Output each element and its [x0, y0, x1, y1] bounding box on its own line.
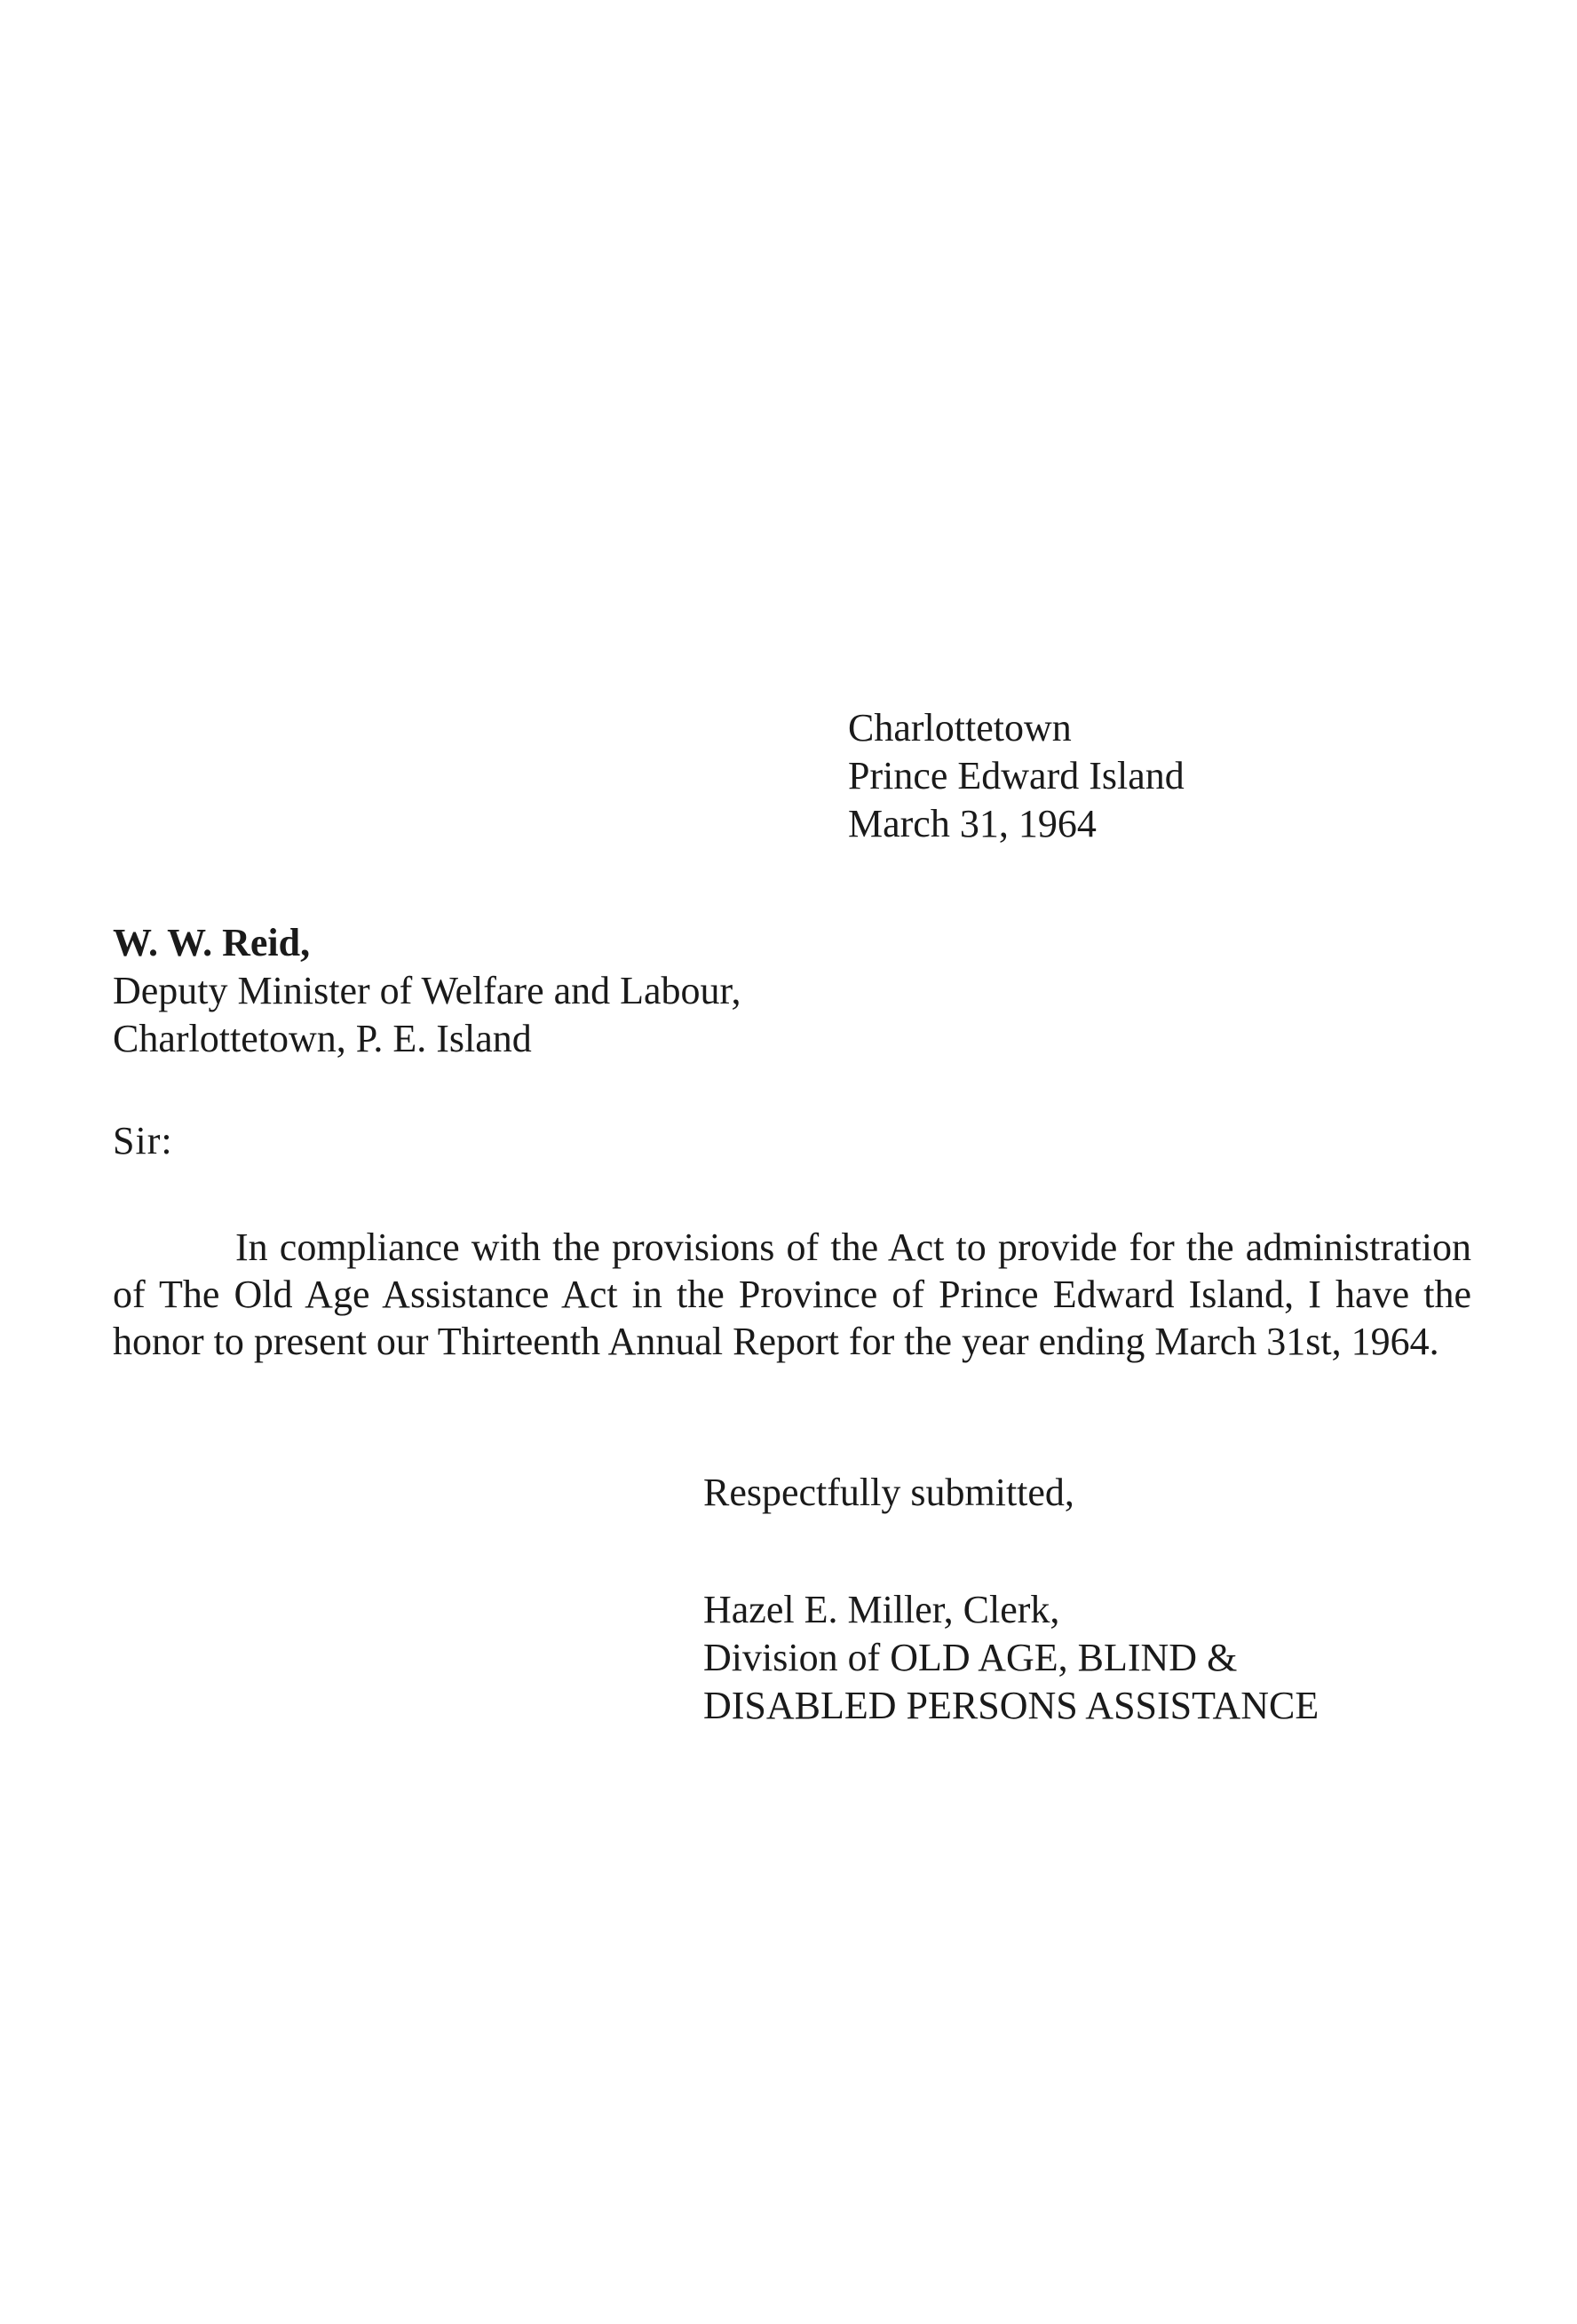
letter-body [113, 1224, 1471, 1365]
place-city: Charlottetown [848, 706, 1072, 750]
salutation: Sir: [113, 1119, 173, 1162]
place-province: Prince Edward Island [848, 754, 1185, 797]
recipient-block [113, 919, 741, 1063]
signatory-division: Division of OLD AGE, BLIND & [703, 1636, 1238, 1679]
recipient-name: W. W. Reid, [113, 921, 311, 964]
body-paragraph: In compliance with the provisions of the Act to provide for the administration of The Old Age Assistance Act in the Province of Prince Edward Island, I have the honor to present our Thirteenth Annual Report for the year ending March 31st, 1964. [113, 1225, 1471, 1363]
closing: Respectfully submitted, [703, 1471, 1074, 1514]
signatory-name: Hazel E. Miller, Clerk, [703, 1588, 1060, 1631]
letter-date: March 31, 1964 [848, 802, 1097, 845]
place-date-block [848, 704, 1185, 848]
signatory-division-cont: DISABLED PERSONS ASSISTANCE [703, 1684, 1319, 1727]
signature-block [703, 1586, 1319, 1730]
recipient-title: Deputy Minister of Welfare and Labour, [113, 969, 741, 1012]
recipient-address: Charlottetown, P. E. Island [113, 1017, 532, 1060]
